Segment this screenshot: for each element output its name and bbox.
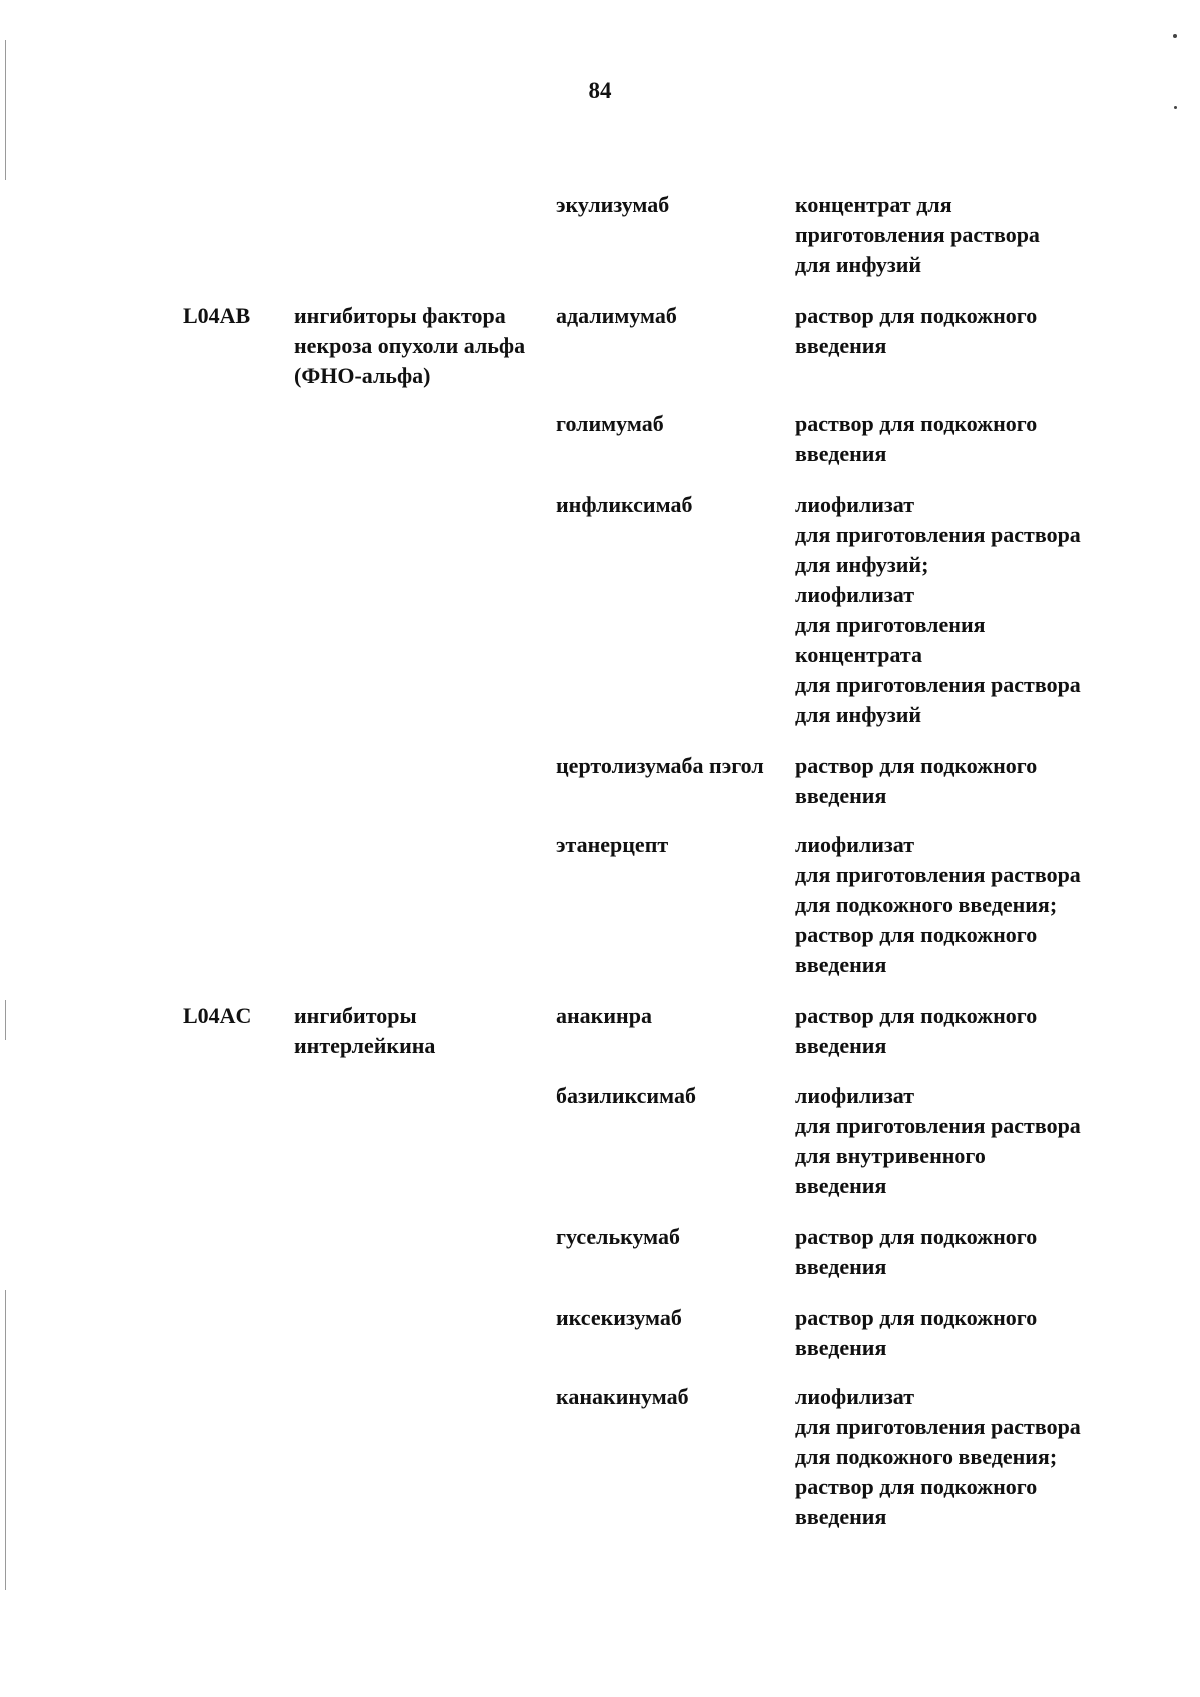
drug-name: иксекизумаб	[556, 1305, 682, 1330]
drug-name: цертолизумаба пэгол	[556, 753, 764, 778]
table-row	[0, 1382, 1200, 1532]
table-row	[0, 1303, 1200, 1382]
dosage-form: лиофилизат для приготовления раствора для подкожного введения; раствор для подкожного введения	[795, 832, 1081, 977]
scan-speck	[1174, 106, 1177, 109]
drug-name: этанерцепт	[556, 832, 669, 857]
table-row	[0, 1222, 1200, 1303]
drug-name: канакинумаб	[556, 1384, 689, 1409]
drug-table	[0, 190, 1200, 1532]
dosage-form: раствор для подкожного введения	[795, 1224, 1038, 1279]
dosage-form: лиофилизат для приготовления раствора для инфузий; лиофилизат для приготовления концентрата для приготовления раствора для инфузий	[795, 492, 1081, 727]
drug-group: ингибиторы интерлейкина	[294, 1003, 436, 1058]
drug-group: ингибиторы фактора некроза опухоли альфа (ФНО-альфа)	[294, 303, 526, 388]
scan-speck	[1173, 34, 1177, 38]
drug-name: экулизумаб	[556, 192, 670, 217]
table-row	[0, 1001, 1200, 1081]
dosage-form: раствор для подкожного введения	[795, 303, 1038, 358]
drug-name: гуселькумаб	[556, 1224, 680, 1249]
dosage-form: раствор для подкожного введения	[795, 753, 1038, 808]
dosage-form: концентрат для приготовления раствора для инфузий	[795, 192, 1040, 277]
table-row	[0, 830, 1200, 1001]
dosage-form: лиофилизат для приготовления раствора для подкожного введения; раствор для подкожного введения	[795, 1384, 1081, 1529]
table-row	[0, 301, 1200, 409]
dosage-form: раствор для подкожного введения	[795, 1305, 1038, 1360]
dosage-form: раствор для подкожного введения	[795, 1003, 1038, 1058]
table-row	[0, 1081, 1200, 1222]
drug-name: анакинра	[556, 1003, 652, 1028]
table-row	[0, 190, 1200, 301]
table-row	[0, 751, 1200, 830]
drug-name: голимумаб	[556, 411, 664, 436]
dosage-form: раствор для подкожного введения	[795, 411, 1038, 466]
drug-name: базиликсимаб	[556, 1083, 696, 1108]
page-number: 84	[588, 78, 612, 103]
scan-edge-line	[5, 40, 6, 180]
table-row	[0, 490, 1200, 751]
drug-name: адалимумаб	[556, 303, 677, 328]
table-row	[0, 409, 1200, 490]
dosage-form: лиофилизат для приготовления раствора для внутривенного введения	[795, 1083, 1081, 1198]
drug-name: инфликсимаб	[556, 492, 693, 517]
atc-code: L04AB	[183, 303, 251, 328]
atc-code: L04AC	[183, 1003, 252, 1028]
